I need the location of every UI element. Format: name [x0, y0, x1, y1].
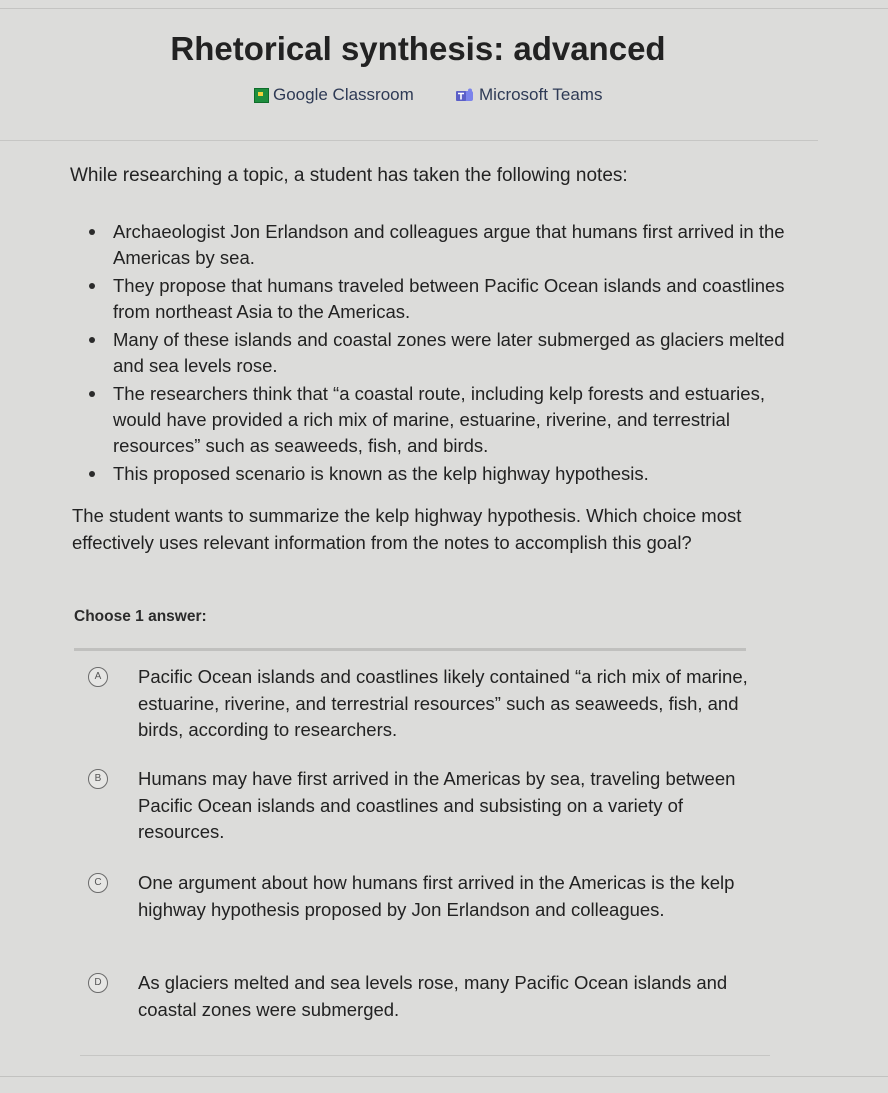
page-title: Rhetorical synthesis: advanced	[170, 30, 666, 67]
bottom-edge	[0, 1076, 888, 1077]
note-item: The researchers think that “a coastal route, including kelp forests and estuaries, would have provided a rich mix of marine, estuarine, riverine, and terrestrial resources” such as seaweeds, fish, and birds.	[113, 381, 793, 459]
google-classroom-icon	[254, 88, 269, 103]
option-c-text: One argument about how humans first arrived in the Americas is the kelp highway hypothesis proposed by Jon Erlandson and colleagues.	[138, 872, 735, 920]
option-letter-d-radio[interactable]: D	[88, 973, 108, 993]
notes-list	[113, 219, 793, 487]
google-classroom-share-link[interactable]	[254, 85, 414, 105]
option-letter-b-radio[interactable]: B	[88, 769, 108, 789]
choose-answer-label: Choose 1 answer:	[74, 608, 207, 625]
google-classroom-label: Google Classroom	[273, 85, 414, 104]
option-letter-a-radio[interactable]: A	[88, 667, 108, 687]
footer-divider	[80, 1055, 770, 1056]
microsoft-teams-share-link[interactable]	[455, 85, 602, 105]
header-divider	[0, 140, 818, 141]
note-item: Many of these islands and coastal zones were later submerged as glaciers melted and sea levels rose.	[113, 327, 793, 379]
microsoft-teams-icon	[455, 88, 475, 103]
option-b-text: Humans may have first arrived in the Americas by sea, traveling between Pacific Ocean islands and coastlines and subsisting on a variety of resources.	[138, 768, 736, 842]
option-letter-c-radio[interactable]: C	[88, 873, 108, 893]
note-item: This proposed scenario is known as the kelp highway hypothesis.	[113, 461, 793, 487]
note-item: They propose that humans traveled between Pacific Ocean islands and coastlines from northeast Asia to the Americas.	[113, 273, 793, 325]
option-d-text: As glaciers melted and sea levels rose, many Pacific Ocean islands and coastal zones were submerged.	[138, 972, 728, 1020]
share-row	[0, 85, 836, 111]
option-a-text: Pacific Ocean islands and coastlines likely contained “a rich mix of marine, estuarine, riverine, and terrestrial resources” such as seaweeds, fish, and birds, according to researchers.	[138, 666, 748, 740]
note-item: Archaeologist Jon Erlandson and colleagues argue that humans first arrived in the Americas by sea.	[113, 219, 793, 271]
passage-intro: While researching a topic, a student has taken the following notes:	[70, 165, 628, 186]
answers-divider	[74, 648, 746, 651]
question-prompt: The student wants to summarize the kelp highway hypothesis. Which choice most effectively uses relevant information from the notes to accomplish this goal?	[72, 505, 742, 553]
top-divider	[0, 8, 888, 9]
microsoft-teams-label: Microsoft Teams	[479, 85, 603, 104]
